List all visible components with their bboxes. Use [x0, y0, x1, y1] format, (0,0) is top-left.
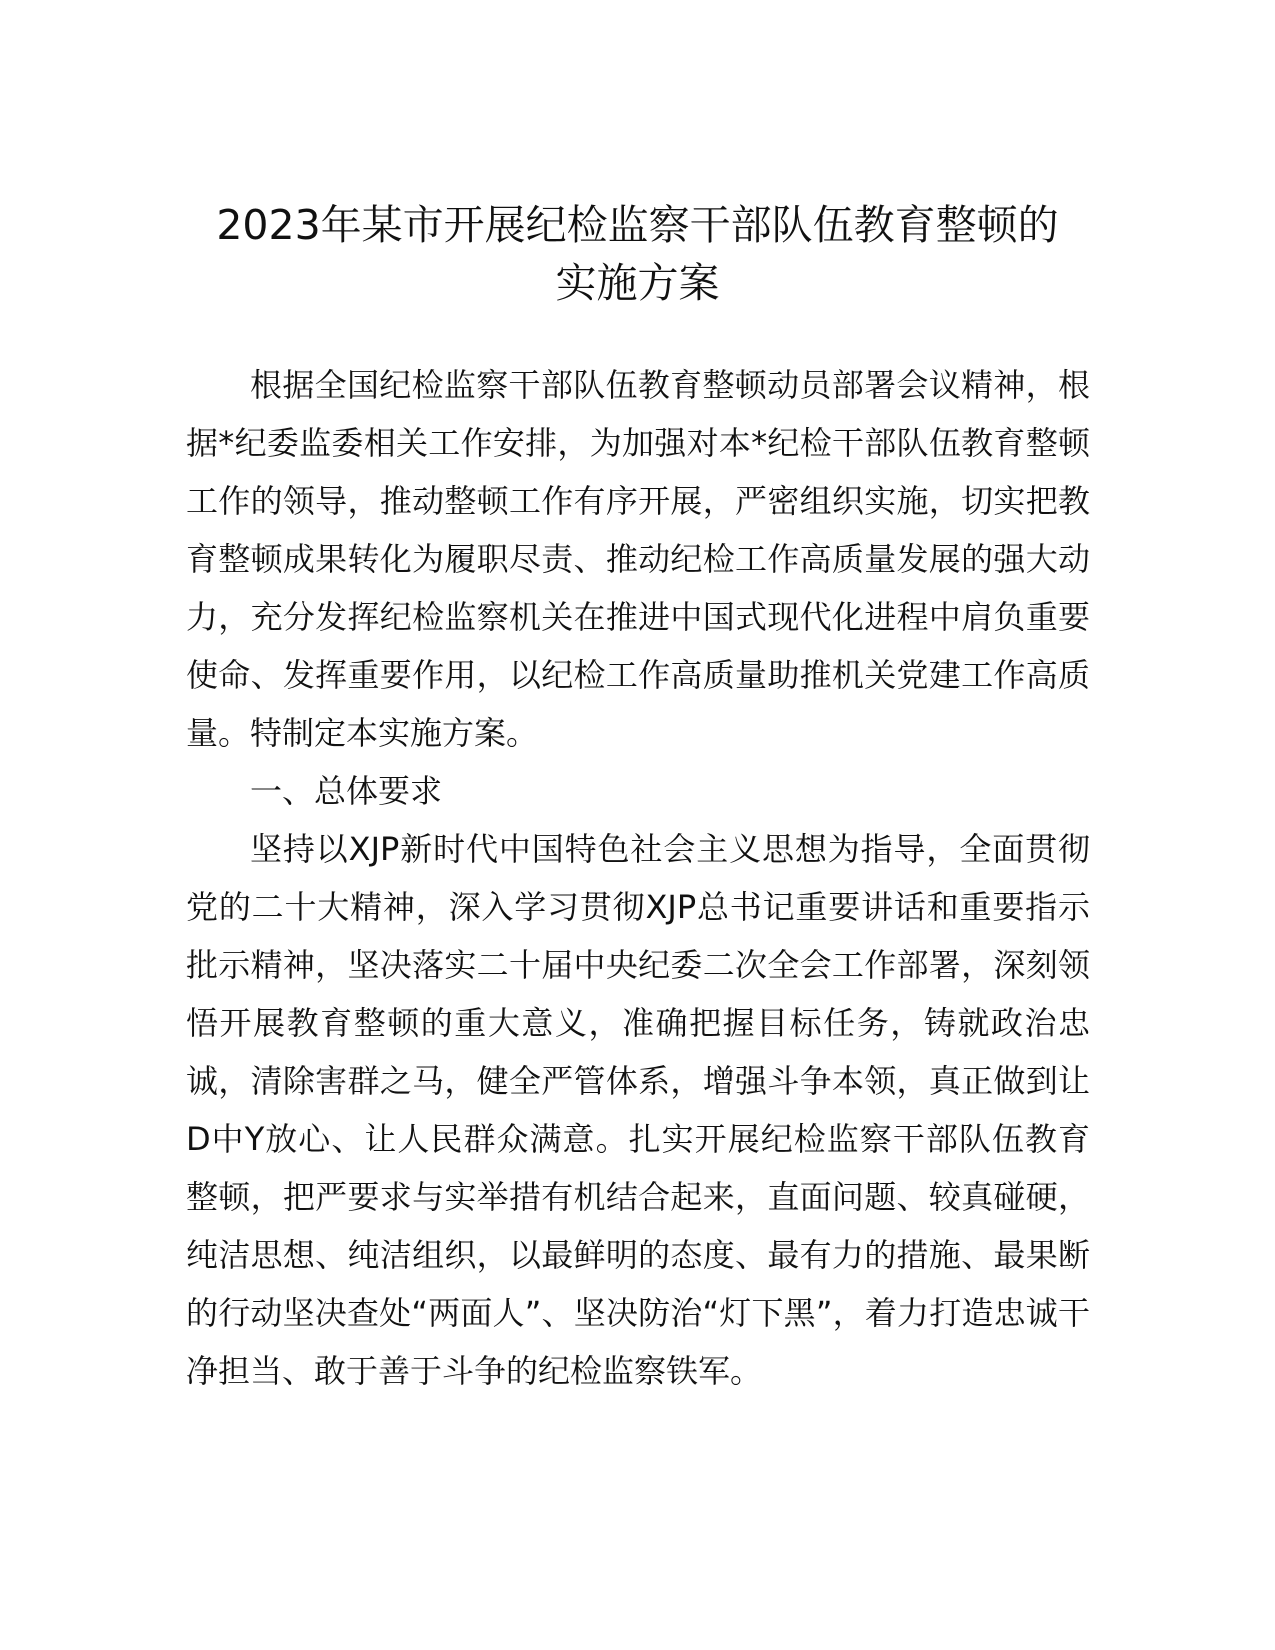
intro-paragraph: 根据全国纪检监察干部队伍教育整顿动员部署会议精神，根据*纪委监委相关工作安排，为加强对本*纪检干部队伍教育整顿工作的领导，推动整顿工作有序开展，严密组织实施，切实把教育整顿成果转化为履职尽责、推动纪检工作高质量发展的强大动力，充分发挥纪检监察机关在推进中国式现代化进程中肩负重要使命、发挥重要作用，以纪检工作高质量助推机关党建工作高质量。特制定本实施方案。: [186, 366, 1090, 752]
document-title: [150, 196, 1125, 312]
section-1-paragraph: 坚持以XJP新时代中国特色社会主义思想为指导，全面贯彻党的二十大精神，深入学习贯彻XJP总书记重要讲话和重要指示批示精神，坚决落实二十届中央纪委二次全会工作部署，深刻领悟开展教育整顿的重大意义，准确把握目标任务，铸就政治忠诚，清除害群之马，健全严管体系，增强斗争本领，真正做到让D中Y放心、让人民群众满意。扎实开展纪检监察干部队伍教育整顿，把严要求与实举措有机结合起来，直面问题、较真碰硬，纯洁思想、纯洁组织，以最鲜明的态度、最有力的措施、最果断的行动坚决查处“两面人”、坚决防治“灯下黑”，着力打造忠诚干净担当、敢于善于斗争的纪检监察铁军。: [186, 830, 1090, 1390]
section-heading-1: 一、总体要求: [250, 772, 443, 810]
title-line-2: 实施方案: [555, 259, 720, 307]
title-line-1: 2023年某市开展纪检监察干部队伍教育整顿的: [216, 201, 1059, 249]
document-body: [186, 356, 1090, 1400]
